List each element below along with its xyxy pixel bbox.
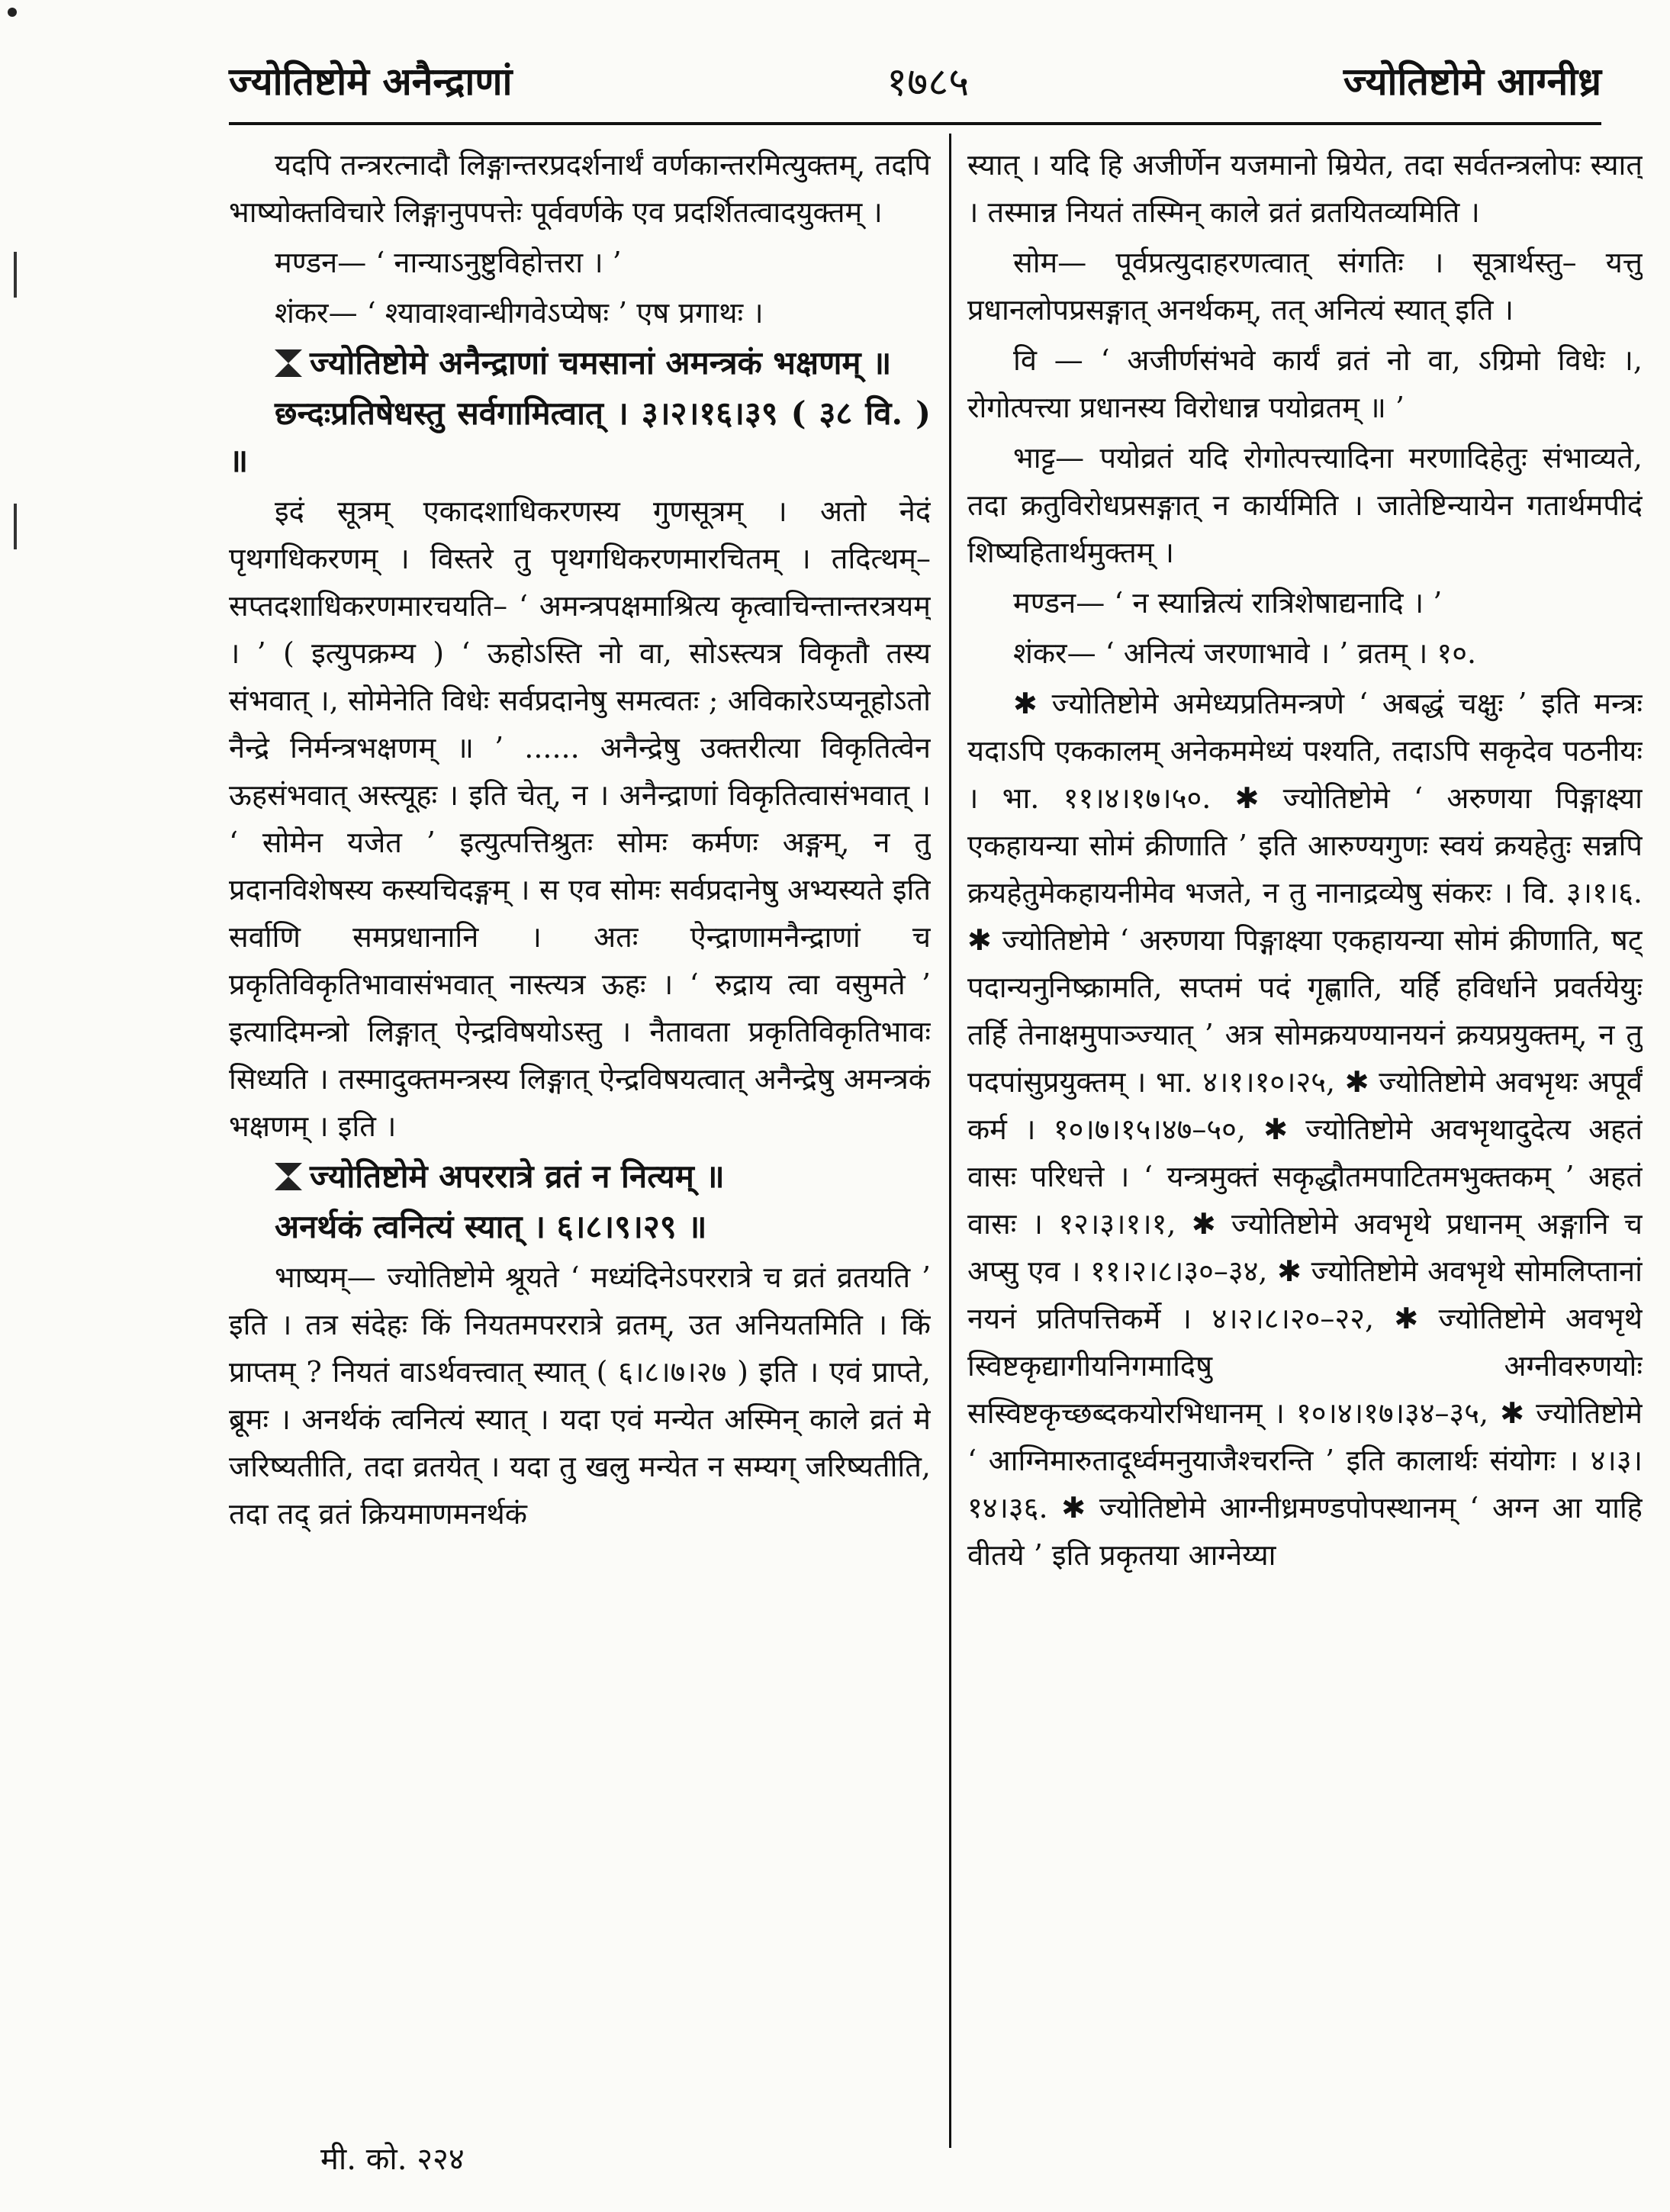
- right-column: [967, 141, 1643, 2140]
- paragraph: यदपि तन्त्ररत्नादौ लिङ्गान्तरप्रदर्शनार्थं वर्णकान्तरमित्युक्तम्, तदपि भाष्योक्तविचारे लिङ्गानुपपत्तेः पूर्ववर्णके एव प्रदर्शितत्वादयुक्तम् ।: [229, 148, 931, 229]
- paragraph: वि — ‘ अजीर्णसंभवे कार्यं व्रतं नो वा, ऽग्रिमो विधेः ।, रोगोत्पत्त्या प्रधानस्य विरोधान्न पयोव्रतम् ॥ ’: [967, 343, 1643, 424]
- footer-signature: मी. को. २२४: [320, 2142, 465, 2177]
- paragraph: मण्डन— ‘ नान्याऽनुष्टुविहोत्तरा । ’: [275, 246, 622, 279]
- paragraph: स्यात् । यदि हि अजीर्णेन यजमानो म्रियेत, तदा सर्वतन्त्रलोपः स्यात् । तस्मान्न नियतं तस्मिन् काले व्रतं व्रतयितव्यमिति ।: [967, 148, 1643, 229]
- paragraph: भाट्ट— पयोव्रतं यदि रोगोत्पत्त्यादिना मरणादिहेतुः संभाव्यते, तदा क्रतुविरोधप्रसङ्गात् न कार्यमिति । जातेष्टिन्यायेन गतार्थमपीदं शिष्यहितार्थमुक्तम् ।: [967, 441, 1643, 569]
- paragraph: मण्डन— ‘ न स्यान्नित्यं रात्रिशेषाद्यनादि । ’: [1013, 586, 1443, 620]
- paragraph: शंकर— ‘ अनित्यं जरणाभावे । ’ व्रतम् । १०.: [1013, 636, 1477, 670]
- page-header: [229, 46, 1601, 114]
- column-divider: [949, 134, 951, 2148]
- sutra: छन्दःप्रतिषेधस्तु सर्वगामित्वात् । ३।२।१६।३९ ( ३८ वि. ) ॥: [229, 394, 931, 479]
- header-rule: [229, 122, 1601, 125]
- section-heading: [229, 1153, 931, 1200]
- paragraph: भाष्यम्— ज्योतिष्टोमे श्रूयते ‘ मध्यंदिनेऽपररात्रे च व्रतं व्रतयति ’ इति । तत्र संदेहः किं नियतमपररात्रे व्रतम्, उत अनियतमिति । किं प्राप्तम् ? नियतं वाऽर्थवत्त्वात् स्यात् ( ६।८।७।२७ ) इति । एवं प्राप्ते, ब्रूमः । अनर्थकं त्वनित्यं स्यात् । यदा एवं मन्येत अस्मिन् काले व्रतं मे जरिष्यतीति, तदा व्रतयेत् । यदा तु खलु मन्येत न सम्यग् जरिष्यतीति, तदा तद् व्रतं क्रियमाणमनर्थकं: [229, 1261, 931, 1531]
- header-left-title: ज्योतिष्टोमे अनैन्द्राणां: [229, 59, 513, 104]
- left-column: [229, 141, 931, 2140]
- margin-tick: [14, 252, 17, 298]
- section-mark-icon: [275, 349, 302, 377]
- paragraph: इदं सूत्रम् एकादशाधिकरणस्य गुणसूत्रम् । अतो नेदं पृथगधिकरणम् । विस्तरे तु पृथगधिकरणमारचितम् । तदित्थम्– सप्तदशाधिकरणमारचयति– ‘ अमन्त्रपक्षमाश्रित्य कृत्वाचिन्तान्तरत्रयम् । ’ ( इत्युपक्रम्य ) ‘ ऊहोऽस्ति नो वा, सोऽस्त्यत्र विकृतौ तस्य संभवात् ।, सोमेनेति विधेः सर्वप्रदानेषु समत्वतः ; अविकारेऽप्यनूहोऽतो नैन्द्रे निर्मन्त्रभक्षणम् ॥ ’ ...... अनैन्द्रेषु उक्तरीत्या विकृतित्वेन ऊहसंभवात् अस्त्यूहः । इति चेत्, न । अनैन्द्राणां विकृतित्वासंभवात् । ‘ सोमेन यजेत ’ इत्युत्पत्तिश्रुतः सोमः कर्मणः अङ्गम्, न तु प्रदानविशेषस्य कस्यचिदङ्गम् । स एव सोमः सर्वप्रदानेषु अभ्यस्यते इति सर्वाणि समप्रधानानि । अतः ऐन्द्राणामनैन्द्राणां च प्रकृतिविकृतिभावासंभवात् नास्त्यत्र ऊहः । ‘ रुद्राय त्वा वसुमते ’ इत्यादिमन्त्रो लिङ्गात् ऐन्द्रविषयोऽस्तु । नैतावता प्रकृतिविकृतिभावः सिध्यति । तस्मादुक्तमन्त्रस्य लिङ्गात् ऐन्द्रविषयत्वात् अनैन्द्रेषु अमन्त्रकं भक्षणम् । इति ।: [229, 494, 931, 1143]
- margin-dot: [8, 8, 17, 17]
- section-heading-text: ज्योतिष्टोमे अनैन्द्राणां चमसानां अमन्त्रकं भक्षणम् ॥: [310, 344, 892, 382]
- paragraph: शंकर— ‘ श्यावाश्वान्धीगवेऽप्येषः ’ एष प्रगाथः ।: [275, 296, 764, 330]
- section-heading-text: ज्योतिष्टोमे अपररात्रे व्रतं न नित्यम् ॥: [310, 1158, 725, 1195]
- page-number: १७८५: [886, 59, 970, 105]
- header-right-title: ज्योतिष्टोमे आग्नीध्र: [1343, 59, 1601, 104]
- margin-tick: [14, 504, 17, 549]
- section-mark-icon: [275, 1163, 302, 1190]
- paragraph: सोम— पूर्वप्रत्युदाहरणत्वात् संगतिः । सूत्रार्थस्तु– यत्तु प्रधानलोपप्रसङ्गात् अनर्थकम्, तत् अनित्यं स्यात् इति ।: [967, 246, 1643, 327]
- section-heading: [229, 340, 931, 387]
- sutra: अनर्थकं त्वनित्यं स्यात् । ६।८।९।२९ ॥: [275, 1208, 707, 1245]
- paragraph: ✱ ज्योतिष्टोमे अमेध्यप्रतिमन्त्रणे ‘ अबद्धं चक्षुः ’ इति मन्त्रः यदाऽपि एककालम् अनेकममेध्यं पश्यति, तदाऽपि सकृदेव पठनीयः । भा. ११।४।१७।५०. ✱ ज्योतिष्टोमे ‘ अरुणया पिङ्गाक्ष्या एकहायन्या सोमं क्रीणाति ’ इति आरुण्यगुणः स्वयं क्रयहेतुः सन्नपि क्रयहेतुमेकहायनीमेव भजते, न तु नानाद्रव्येषु संकरः । वि. ३।१।६. ✱ ज्योतिष्टोमे ‘ अरुणया पिङ्गाक्ष्या एकहायन्या सोमं क्रीणाति, षट् पदान्यनुनिष्क्रामति, सप्तमं पदं गृह्णाति, यर्हि हविर्धाने प्रवर्तयेयुः तर्हि तेनाक्षमुपाञ्ज्यात् ’ अत्र सोमक्रयण्यानयनं क्रयप्रयुक्तम्, न तु पदपांसुप्रयुक्तम् । भा. ४।१।१०।२५, ✱ ज्योतिष्टोमे अवभृथः अपूर्वं कर्म । १०।७।१५।४७–५०, ✱ ज्योतिष्टोमे अवभृथादुदेत्य अहतं वासः परिधत्ते । ‘ यन्त्रमुक्तं सकृद्धौतमपाटितमभुक्तकम् ’ अहतं वासः । १२।३।१।१, ✱ ज्योतिष्टोमे अवभृथे प्रधानम् अङ्गानि च अप्सु एव । ११।२।८।३०–३४, ✱ ज्योतिष्टोमे अवभृथे सोमलिप्तानां नयनं प्रतिपत्तिकर्मे । ४।२।८।२०–२२, ✱ ज्योतिष्टोमे अवभृथे स्विष्टकृद्यागीयनिगमादिषु अग्नीवरुणयोः सस्विष्टकृच्छब्दकयोरभिधानम् । १०।४।१७।३४–३५, ✱ ज्योतिष्टोमे ‘ आग्निमारुतादूर्ध्वमनुयाजैश्चरन्ति ’ इति कालार्थः संयोगः । ४।३।१४।३६. ✱ ज्योतिष्टोमे आग्नीध्रमण्डपोपस्थानम् ‘ अग्न आ याहि वीतये ’ इति प्रकृतया आग्नेय्या: [967, 687, 1643, 1572]
